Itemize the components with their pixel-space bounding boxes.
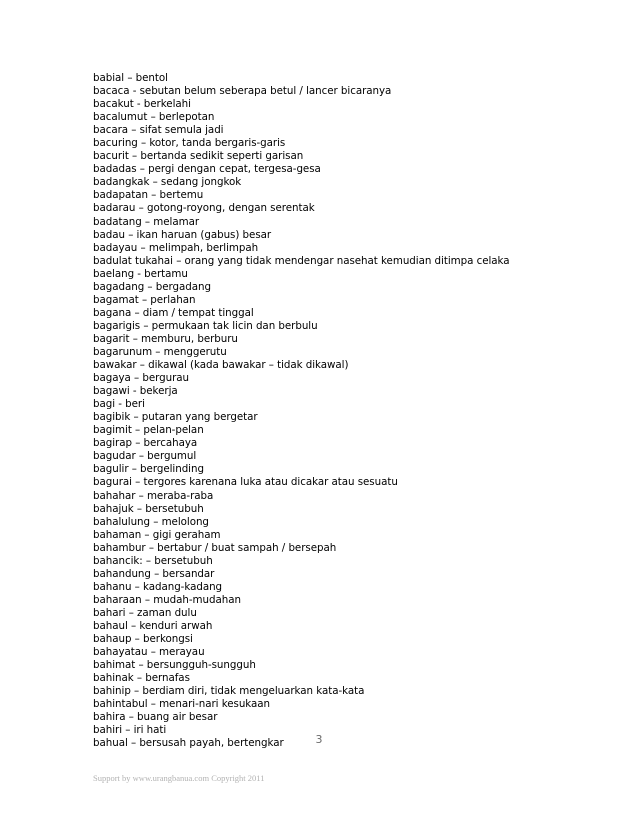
- dictionary-entry: bacalumut – berlepotan: [93, 111, 215, 124]
- dictionary-entry: bagarit – memburu, berburu: [93, 332, 238, 345]
- dictionary-entry: bahari – zaman dulu: [93, 606, 197, 619]
- dictionary-entry: bagulir – bergelinding: [93, 463, 204, 476]
- dictionary-entry: bahaup – berkongsi: [93, 633, 193, 646]
- dictionary-entry: bagana – diam / tempat tinggal: [93, 306, 254, 319]
- dictionary-entry: bahaul – kenduri arwah: [93, 619, 213, 632]
- dictionary-entry: bagarigis – permukaan tak licin dan berbulu: [93, 319, 318, 332]
- dictionary-entry: bagibik – putaran yang bergetar: [93, 411, 258, 424]
- dictionary-entry: bagadang – bergadang: [93, 280, 211, 293]
- dictionary-entry: badapatan – bertemu: [93, 189, 204, 202]
- dictionary-entry: bacara – sifat semula jadi: [93, 124, 224, 137]
- dictionary-entry: bagaya – bergurau: [93, 372, 189, 385]
- dictionary-entry: bahambur – bertabur / buat sampah / bersepah: [93, 541, 337, 554]
- dictionary-entry: bahahar – meraba-raba: [93, 489, 214, 502]
- dictionary-entry: bagirap – bercahaya: [93, 437, 198, 450]
- dictionary-entry: badulat tukahai – orang yang tidak mendengar nasehat kemudian ditimpa celaka: [93, 254, 510, 267]
- dictionary-entry: bagarunum – menggerutu: [93, 345, 227, 358]
- dictionary-entry: bagawi - bekerja: [93, 385, 178, 398]
- dictionary-entry: badadas – pergi dengan cepat, tergesa-gesa: [93, 163, 321, 176]
- dictionary-entry: bahual – bersusah payah, bertengkar: [93, 737, 284, 750]
- dictionary-entry: badayau – melimpah, berlimpah: [93, 241, 259, 254]
- dictionary-entry: badau – ikan haruan (gabus) besar: [93, 228, 272, 241]
- dictionary-entry: bagimit – pelan-pelan: [93, 424, 204, 437]
- dictionary-entry: badatang – melamar: [93, 215, 200, 228]
- dictionary-entry: bacaca - sebutan belum seberapa betul / lancer bicaranya: [93, 85, 392, 98]
- dictionary-entry: bacurit – bertanda sedikit seperti garisan: [93, 150, 304, 163]
- page-number: 3: [315, 733, 323, 746]
- dictionary-entry: bagamat – perlahan: [93, 293, 196, 306]
- dictionary-entry: bagi - beri: [93, 398, 145, 411]
- dictionary-entry: bahayatau – merayau: [93, 646, 205, 659]
- dictionary-entry: bacuring – kotor, tanda bergaris-garis: [93, 137, 286, 150]
- dictionary-entry: bahiri – iri hati: [93, 724, 167, 737]
- dictionary-entry: bahimat – bersungguh-sungguh: [93, 659, 256, 672]
- dictionary-entry: badarau – gotong-royong, dengan serentak: [93, 202, 315, 215]
- dictionary-entry: bahintabul – menari-nari kesukaan: [93, 698, 271, 711]
- dictionary-entry: bagurai – tergores karenana luka atau dicakar atau sesuatu: [93, 476, 398, 489]
- dictionary-entry: bahaman – gigi geraham: [93, 528, 221, 541]
- dictionary-entry: badangkak – sedang jongkok: [93, 176, 242, 189]
- dictionary-entry: bahalulung – melolong: [93, 515, 209, 528]
- dictionary-entry: bahandung – bersandar: [93, 567, 215, 580]
- dictionary-entry: bahinip – berdiam diri, tidak mengeluarkan kata-kata: [93, 685, 365, 698]
- dictionary-entry: bahira – buang air besar: [93, 711, 218, 724]
- dictionary-entry: bagudar – bergumul: [93, 450, 197, 463]
- dictionary-entry: bahajuk – bersetubuh: [93, 502, 204, 515]
- dictionary-entry: babial – bentol: [93, 72, 168, 84]
- dictionary-entry: bahanu – kadang-kadang: [93, 580, 223, 593]
- dictionary-entry: baharaan – mudah-mudahan: [93, 593, 241, 606]
- footer-copyright: Support by www.urangbanua.com Copyright 2011: [93, 773, 265, 783]
- dictionary-entry: bacakut - berkelahi: [93, 98, 191, 111]
- dictionary-entry-list: [93, 72, 613, 750]
- dictionary-entry: bahinak – bernafas: [93, 672, 190, 685]
- dictionary-entry: bahancik: – bersetubuh: [93, 554, 213, 567]
- dictionary-entry: bawakar – dikawal (kada bawakar – tidak dikawal): [93, 359, 349, 372]
- dictionary-entry: baelang - bertamu: [93, 267, 188, 280]
